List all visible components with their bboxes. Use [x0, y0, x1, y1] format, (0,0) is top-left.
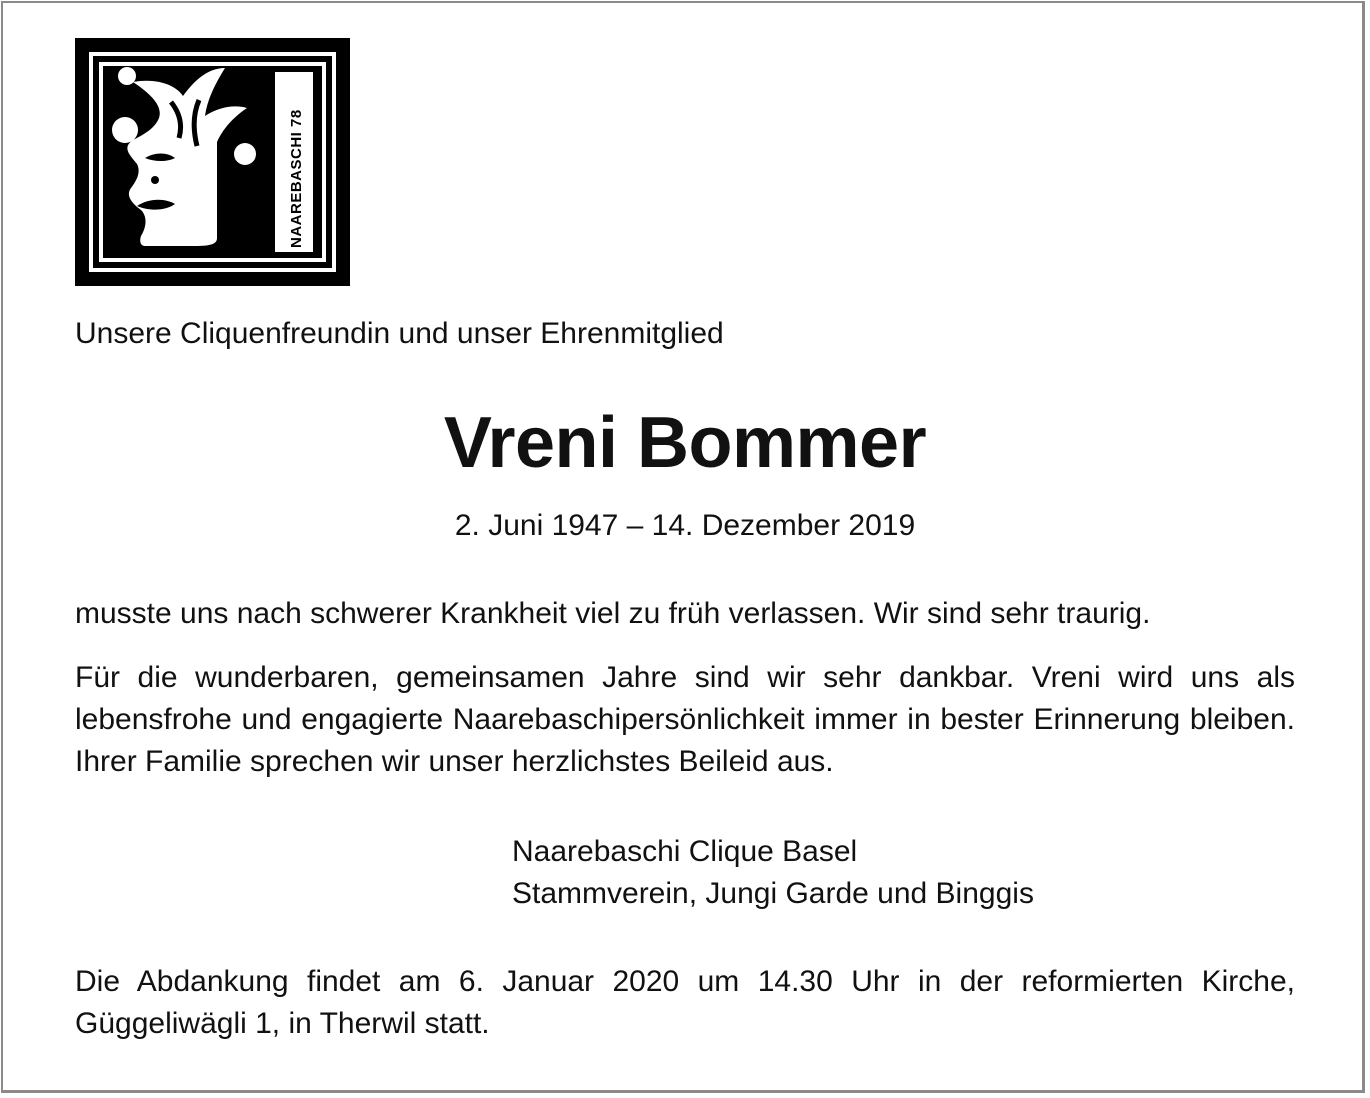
- signature-organization: Naarebaschi Clique Basel: [512, 835, 858, 868]
- signature-subgroups: Stammverein, Jungi Garde und Binggis: [512, 877, 1034, 910]
- logo-text: NAAREBASCHI 78: [288, 109, 305, 248]
- paragraph-condolence: Für die wunderbaren, gemeinsamen Jahre sind wir sehr dankbar. Vreni wird uns als lebensfrohe und engagierte Naarebaschipersönlichkeit immer in bester Erinnerung bleiben. Ihrer Familie sprechen wir unser herzlichstes Beileid aus.: [75, 661, 1295, 778]
- signature-block: [512, 831, 1292, 915]
- deceased-name: Vreni Bommer: [443, 403, 927, 483]
- clique-logo: [75, 38, 350, 286]
- paragraph-departure: musste uns nach schwerer Krankheit viel zu früh verlassen. Wir sind sehr traurig.: [75, 597, 1151, 630]
- intro-line: Unsere Cliquenfreundin und unser Ehrenmitglied: [75, 317, 724, 350]
- life-dates: 2. Juni 1947 – 14. Dezember 2019: [454, 509, 916, 542]
- jester-head-emblem: [75, 38, 350, 286]
- paragraph-funeral-details: Die Abdankung findet am 6. Januar 2020 um 14.30 Uhr in der reformierten Kirche, Güggeliwägli 1, in Therwil statt.: [75, 965, 1295, 1040]
